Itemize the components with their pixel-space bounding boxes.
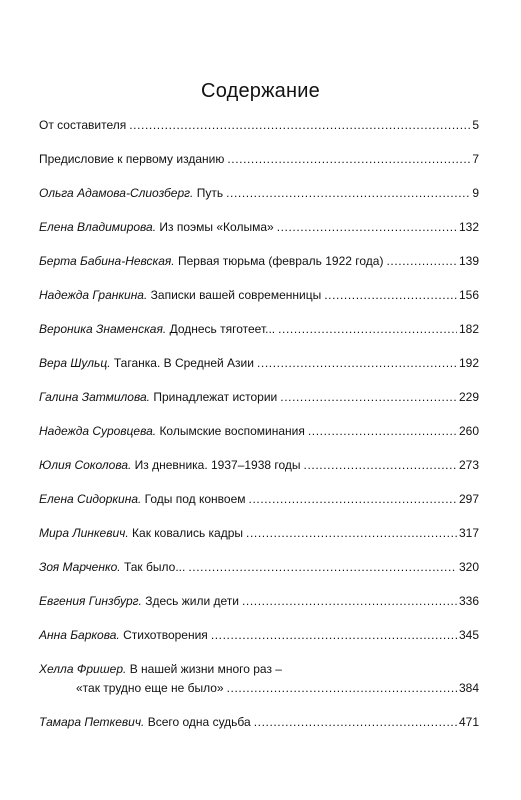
toc-page-number: 9 [472, 186, 479, 200]
toc-title: Так было... [123, 560, 186, 574]
toc-entry [39, 254, 479, 268]
toc-author: Елена Сидоркина. [39, 492, 142, 506]
table-of-contents [39, 118, 479, 749]
toc-page-number: 229 [458, 390, 479, 404]
toc-page-number: 320 [458, 560, 479, 574]
toc-entry [39, 322, 479, 336]
toc-entry [39, 424, 479, 438]
toc-entry [39, 492, 479, 506]
dot-leader [246, 526, 457, 540]
toc-entry [39, 662, 479, 695]
dot-leader [226, 186, 470, 200]
toc-author: Галина Затмилова. [39, 390, 150, 404]
dot-leader [227, 681, 457, 695]
toc-author: Берта Бабина-Невская. [39, 254, 175, 268]
dot-leader [211, 628, 457, 642]
toc-page-number: 5 [472, 118, 479, 132]
toc-page-number: 384 [458, 681, 479, 695]
toc-page-number: 132 [458, 220, 479, 234]
toc-title: Здесь жили дети [145, 594, 239, 608]
toc-entry [39, 288, 479, 302]
toc-page-number: 139 [458, 254, 479, 268]
toc-page-number: 471 [458, 715, 479, 729]
toc-entry [39, 526, 479, 540]
toc-author: Вероника Знаменская. [39, 322, 167, 336]
dot-leader [304, 458, 457, 472]
toc-page-number: 345 [458, 628, 479, 642]
toc-page-number: 336 [458, 594, 479, 608]
toc-title: Записки вашей современницы [150, 288, 322, 302]
toc-title: Из дневника. 1937–1938 годы [134, 458, 301, 472]
dot-leader [129, 118, 470, 132]
toc-entry [39, 458, 479, 472]
dot-leader [278, 322, 457, 336]
toc-entry [39, 628, 479, 642]
toc-entry [39, 560, 479, 574]
toc-author: Зоя Марченко. [39, 560, 121, 574]
toc-author: Надежда Гранкина. [39, 288, 148, 302]
toc-title-continuation: «так трудно еще не было» [76, 681, 224, 695]
toc-title: Всего одна судьба [147, 715, 251, 729]
toc-entry [39, 356, 479, 370]
toc-author: Хелла Фришер. [39, 662, 127, 676]
toc-title: Колымские воспоминания [159, 424, 305, 438]
toc-author: Ольга Адамова-Слиозберг. [39, 186, 194, 200]
dot-leader [308, 424, 457, 438]
dot-leader [249, 492, 457, 506]
page-title: Содержание [201, 80, 320, 102]
toc-author: Вера Шульц. [39, 356, 111, 370]
toc-author: Анна Баркова. [39, 628, 120, 642]
toc-author: Елена Владимирова. [39, 220, 157, 234]
toc-page-number: 297 [458, 492, 479, 506]
toc-author: Тамара Петкевич. [39, 715, 145, 729]
toc-page-number: 273 [458, 458, 479, 472]
toc-title: Как ковались кадры [132, 526, 244, 540]
toc-entry [39, 715, 479, 729]
toc-page-number: 192 [458, 356, 479, 370]
toc-title: В нашей жизни много раз – [129, 662, 282, 676]
toc-title: Годы под конвоем [144, 492, 246, 506]
toc-author: Евгения Гинзбург. [39, 594, 142, 608]
toc-page-number: 156 [458, 288, 479, 302]
toc-entry [39, 220, 479, 234]
toc-title: Путь [196, 186, 224, 200]
toc-author: Мира Линкевич. [39, 526, 129, 540]
dot-leader [242, 594, 457, 608]
toc-entry [39, 390, 479, 404]
toc-title: Таганка. В Средней Азии [113, 356, 254, 370]
dot-leader [386, 254, 457, 268]
toc-title: Принадлежат истории [153, 390, 278, 404]
toc-page-number: 260 [458, 424, 479, 438]
toc-title: Стихотворения [123, 628, 208, 642]
toc-title: Доднесь тяготеет... [169, 322, 276, 336]
toc-entry [39, 186, 479, 200]
dot-leader [257, 356, 457, 370]
toc-title: Первая тюрьма (февраль 1922 года) [177, 254, 384, 268]
dot-leader [280, 390, 457, 404]
toc-entry [39, 152, 479, 166]
dot-leader [188, 560, 457, 574]
toc-entry [39, 594, 479, 608]
dot-leader [277, 220, 457, 234]
toc-page-number: 317 [458, 526, 479, 540]
toc-page-number: 182 [458, 322, 479, 336]
toc-entry [39, 118, 479, 132]
toc-author: Надежда Суровцева. [39, 424, 157, 438]
dot-leader [227, 152, 470, 166]
toc-title: Из поэмы «Колыма» [159, 220, 274, 234]
dot-leader [324, 288, 457, 302]
toc-page-number: 7 [472, 152, 479, 166]
dot-leader [254, 715, 457, 729]
toc-title: Предисловие к первому изданию [39, 152, 225, 166]
toc-title: От составителя [39, 118, 127, 132]
toc-author: Юлия Соколова. [39, 458, 132, 472]
